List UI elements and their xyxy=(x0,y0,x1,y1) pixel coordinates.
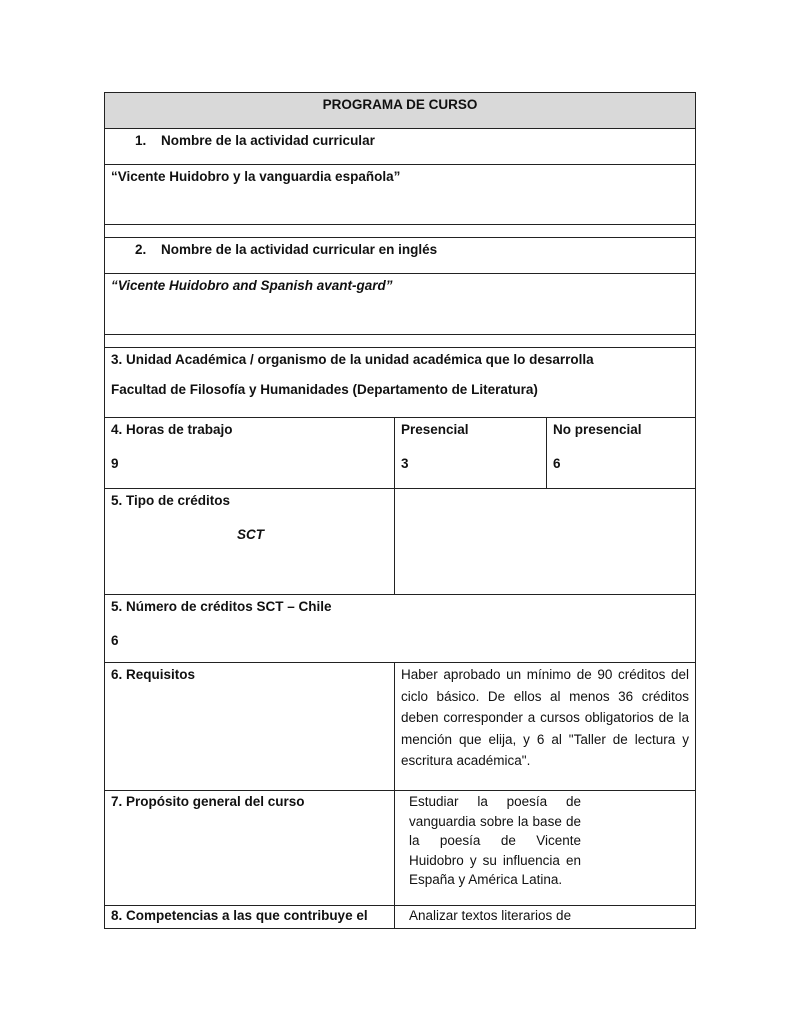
section-7-row xyxy=(105,791,695,906)
section-7-label: 7. Propósito general del curso xyxy=(111,794,305,809)
section-5-row xyxy=(105,489,695,595)
section-2-number: 2. xyxy=(135,242,147,257)
section-8-row xyxy=(105,906,695,928)
section-2-value-row xyxy=(105,274,695,335)
course-name-value: “Vicente Huidobro y la vanguardia española” xyxy=(111,169,401,184)
presencial-cell xyxy=(394,418,546,488)
requirements-value: Haber aprobado un mínimo de 90 créditos del ciclo básico. De ellos al menos 36 créditos deben corresponder a cursos obligatorios de la mención que elija, y 6 al "Taller de lectura y escritura académica". xyxy=(394,663,695,790)
spacer-row xyxy=(105,335,695,348)
section-1-label-row xyxy=(105,129,695,165)
section-8-label: 8. Competencias a las que contribuye el xyxy=(111,908,368,923)
competencies-value: Analizar textos literarios de xyxy=(394,906,695,928)
course-program-table xyxy=(104,92,696,929)
no-presencial-cell xyxy=(546,418,695,488)
table-header-row xyxy=(105,93,695,129)
spacer-row xyxy=(105,225,695,238)
academic-unit-value: Facultad de Filosofía y Humanidades (Departamento de Literatura) xyxy=(111,382,538,397)
presencial-label: Presencial xyxy=(401,422,469,437)
section-6-row xyxy=(105,663,695,791)
section-4-label: 4. Horas de trabajo xyxy=(111,422,233,437)
section-5-label: 5. Tipo de créditos xyxy=(111,493,231,508)
section-1-number: 1. xyxy=(135,133,147,148)
course-name-english-value: “Vicente Huidobro and Spanish avant-gard” xyxy=(111,278,393,293)
section-1-label-text: Nombre de la actividad curricular xyxy=(161,133,375,148)
no-presencial-label: No presencial xyxy=(553,422,642,437)
work-hours-value: 9 xyxy=(111,456,119,471)
section-1-value-row xyxy=(105,165,695,225)
section-5b-row xyxy=(105,595,695,663)
section-3-cell xyxy=(105,348,695,417)
section-3-row xyxy=(105,348,695,418)
no-presencial-value: 6 xyxy=(553,456,561,471)
section-2-label-row xyxy=(105,238,695,274)
section-2-label xyxy=(105,238,695,273)
credit-number-cell xyxy=(105,595,695,662)
section-5b-label: 5. Número de créditos SCT – Chile xyxy=(111,599,332,614)
purpose-cell xyxy=(394,791,695,905)
credit-number-value: 6 xyxy=(111,633,119,648)
section-1-label xyxy=(105,129,695,164)
presencial-value: 3 xyxy=(401,456,409,471)
page-title: PROGRAMA DE CURSO xyxy=(105,93,695,128)
credit-type-value: SCT xyxy=(237,527,264,542)
section-6-label: 6. Requisitos xyxy=(111,667,196,682)
section-4-row xyxy=(105,418,695,489)
credit-type-empty-cell xyxy=(394,489,695,594)
section-3-label: 3. Unidad Académica / organismo de la unidad académica que lo desarrolla xyxy=(111,352,594,367)
credit-type-cell xyxy=(105,489,394,594)
section-2-label-text: Nombre de la actividad curricular en inglés xyxy=(161,242,438,257)
purpose-value: Estudiar la poesía de vanguardia sobre la base de la poesía de Vicente Huidobro y su influencia en España y América Latina. xyxy=(409,794,581,887)
work-hours-cell xyxy=(105,418,394,488)
